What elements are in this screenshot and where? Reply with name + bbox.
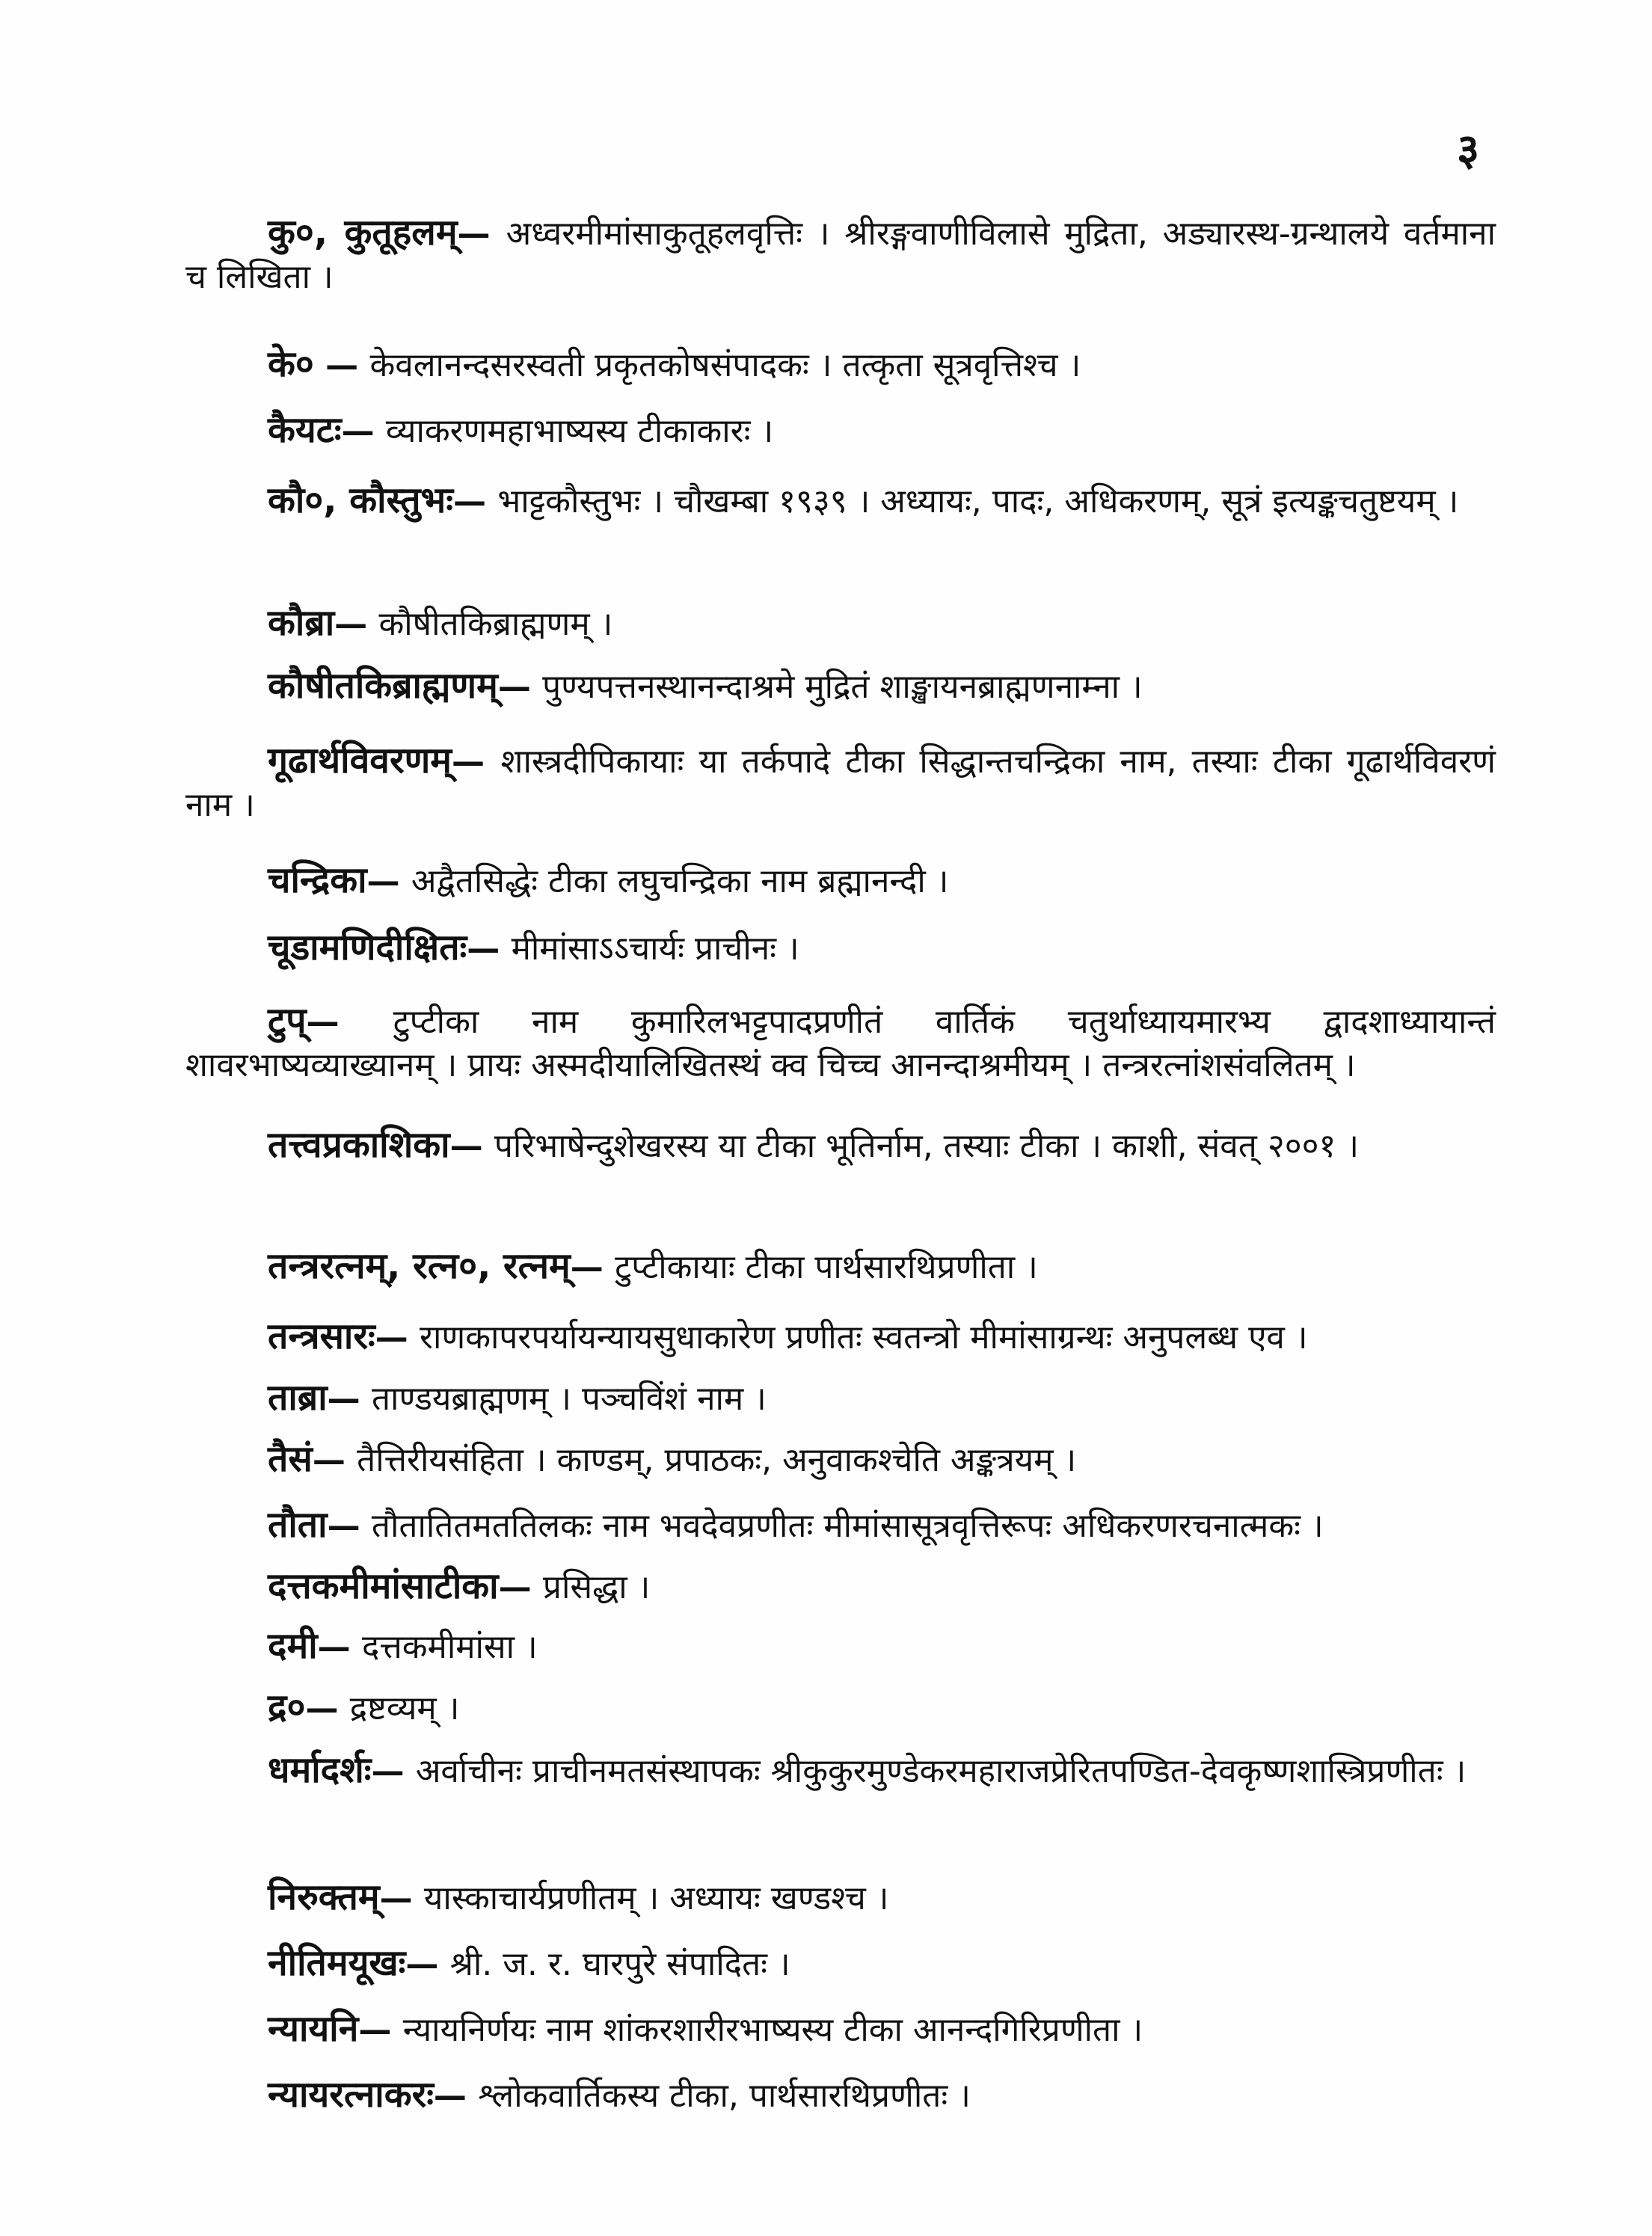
entry-separator: — bbox=[371, 1752, 416, 1790]
entry-term: तन्त्रसारः bbox=[268, 1315, 375, 1357]
entry-separator: — bbox=[312, 1441, 357, 1479]
entry-separator: — bbox=[570, 1248, 615, 1286]
glossary-entry bbox=[185, 664, 1496, 709]
entry-term: तत्त्वप्रकाशिका bbox=[268, 1124, 450, 1166]
entry-separator: — bbox=[306, 1003, 393, 1041]
glossary-entry bbox=[185, 601, 1496, 646]
entry-separator: — bbox=[313, 346, 370, 384]
glossary-entry bbox=[185, 1244, 1496, 1289]
entry-description: द्रष्टव्यम् । bbox=[349, 1689, 460, 1727]
glossary-entry bbox=[185, 1564, 1496, 1609]
entry-description: पुण्यपत्तनस्थानन्दाश्रमे मुद्रितं शाङ्खायनब्राह्मणनाम्ना । bbox=[542, 668, 1143, 706]
entry-term: तैसं bbox=[268, 1438, 313, 1480]
entry-term: निरुक्तम् bbox=[268, 1876, 380, 1918]
entry-term: नीतिमयूखः bbox=[268, 1942, 406, 1984]
entry-separator: — bbox=[317, 1628, 362, 1666]
entry-description: अर्वाचीनः प्राचीनमतसंस्थापकः श्रीकुकुरमुण्डेकरमहाराजप्रेरितपण्डित-देवकृष्णशास्त्रिप्रणीतः । bbox=[415, 1752, 1467, 1790]
glossary-entry bbox=[185, 1437, 1496, 1482]
glossary-entry bbox=[185, 1315, 1496, 1360]
entry-term: के० bbox=[268, 343, 314, 385]
entry-separator: — bbox=[405, 1945, 450, 1983]
entry-separator: — bbox=[452, 482, 498, 520]
glossary-entry bbox=[185, 1941, 1496, 1986]
glossary-entry bbox=[185, 1624, 1496, 1669]
glossary-entry bbox=[185, 1503, 1496, 1548]
entry-term: दमी bbox=[268, 1625, 318, 1667]
entry-term: कौषीतकिब्राह्मणम् bbox=[268, 665, 498, 707]
entry-separator: — bbox=[327, 1380, 372, 1418]
entry-description: प्रसिद्धा । bbox=[542, 1568, 651, 1606]
entry-term: कैयटः bbox=[268, 409, 342, 451]
entry-description: अद्वैतसिद्धेः टीका लघुचन्द्रिका नाम ब्रह्मानन्दी । bbox=[411, 862, 949, 900]
entry-description: दत्तकमीमांसा । bbox=[361, 1628, 538, 1666]
glossary-entry bbox=[185, 211, 1496, 299]
entry-description: कौषीतकिब्राह्मणम् । bbox=[378, 605, 613, 643]
entry-separator: — bbox=[452, 743, 501, 781]
entry-description: मीमांसाऽऽचार्यः प्राचीनः । bbox=[511, 930, 799, 968]
entry-term: तन्त्ररत्नम्, रत्न०, रत्नम् bbox=[268, 1245, 571, 1287]
glossary-entry bbox=[185, 926, 1496, 971]
entry-description: टुप्टीकायाः टीका पार्थसारथिप्रणीता । bbox=[615, 1248, 1038, 1286]
glossary-entry bbox=[185, 1748, 1496, 1793]
page-number: ३ bbox=[1457, 124, 1480, 175]
entry-separator: — bbox=[375, 1318, 420, 1357]
glossary-entry bbox=[185, 739, 1496, 827]
entry-term: कौ०, कौस्तुभः bbox=[268, 479, 453, 521]
entry-description: श्लोकवार्तिकस्य टीका, पार्थसारथिप्रणीतः । bbox=[478, 2077, 971, 2115]
entry-term: टुप् bbox=[268, 1000, 307, 1042]
glossary-entry bbox=[185, 343, 1496, 387]
glossary-entry bbox=[185, 1123, 1496, 1168]
entry-term: द्र० bbox=[268, 1686, 306, 1728]
entry-description: शास्त्रदीपिकायाः या तर्कपादे टीका सिद्धान्तचन्द्रिका नाम, तस्याः टीका गूढार्थविवरणं नाम । bbox=[185, 743, 1496, 824]
entry-term: गूढार्थविवरणम् bbox=[268, 740, 452, 781]
entry-separator: — bbox=[497, 668, 543, 706]
entry-description: तौतातितमततिलकः नाम भवदेवप्रणीतः मीमांसासूत्रवृत्तिरूपः अधिकरणरचनात्मकः । bbox=[371, 1507, 1324, 1545]
glossary-entry bbox=[185, 999, 1496, 1087]
entry-description: व्याकरणमहाभाष्यस्य टीकाकारः । bbox=[385, 412, 774, 450]
entry-term: कु०, कुतूहलम् bbox=[268, 212, 458, 254]
entry-term: तौता bbox=[268, 1504, 328, 1546]
entry-description: न्यायनिर्णयः नाम शांकरशारीरभाष्यस्य टीका आनन्दगिरिप्रणीता । bbox=[402, 2011, 1143, 2049]
glossary-entry bbox=[185, 859, 1496, 903]
glossary-entry bbox=[185, 408, 1496, 453]
entry-separator: — bbox=[305, 1689, 350, 1727]
entry-separator: — bbox=[379, 1879, 424, 1917]
entry-term: चन्द्रिका bbox=[268, 859, 367, 901]
entry-description: ताण्डयब्राह्मणम् । पञ्चविंशं नाम । bbox=[371, 1380, 767, 1418]
entry-separator: — bbox=[366, 862, 411, 900]
glossary-entry bbox=[185, 1876, 1496, 1920]
entry-separator: — bbox=[467, 930, 512, 968]
entry-separator: — bbox=[498, 1568, 543, 1606]
glossary-entry bbox=[185, 479, 1496, 523]
entry-separator: — bbox=[449, 1127, 494, 1165]
glossary-entry bbox=[185, 1686, 1496, 1730]
entry-term: दत्तकमीमांसाटीका bbox=[268, 1565, 499, 1607]
entry-separator: — bbox=[457, 215, 506, 253]
entry-separator: — bbox=[433, 2077, 479, 2115]
entry-description: यास्काचार्यप्रणीतम् । अध्यायः खण्डश्च । bbox=[423, 1879, 889, 1917]
entry-separator: — bbox=[341, 412, 386, 450]
entry-description: परिभाषेन्दुशेखरस्य या टीका भूतिर्नाम, तस्याः टीका । काशी, संवत् २००१ । bbox=[494, 1127, 1360, 1165]
entry-description: श्री. ज. र. घारपुरे संपादितः । bbox=[449, 1945, 790, 1983]
entry-description: भाट्टकौस्तुभः । चौखम्बा १९३९ । अध्यायः, पादः, अधिकरणम्, सूत्रं इत्यङ्कचतुष्टयम् । bbox=[497, 482, 1459, 520]
entry-separator: — bbox=[358, 2011, 403, 2049]
entry-term: न्यायरत्नाकरः bbox=[268, 2074, 434, 2116]
entry-term: चूडामणिदीक्षितः bbox=[268, 927, 467, 968]
entry-description: अध्वरमीमांसाकुतूहलवृत्तिः । श्रीरङ्गवाणीविलासे मुद्रिता, अड्यारस्थ-ग्रन्थालये वर्तमाना च लिखिता । bbox=[185, 215, 1496, 296]
entry-separator: — bbox=[327, 1507, 372, 1545]
entry-term: कौब्रा bbox=[268, 602, 335, 644]
glossary-entry bbox=[185, 1376, 1496, 1421]
entry-term: ताब्रा bbox=[268, 1377, 328, 1419]
entry-description: राणकापरपर्यायन्यायसुधाकारेण प्रणीतः स्वतन्त्रो मीमांसाग्रन्थः अनुपलब्ध एव । bbox=[420, 1318, 1308, 1357]
entry-description: केवलानन्दसरस्वती प्रकृतकोषसंपादकः । तत्कृता सूत्रवृत्तिश्च । bbox=[369, 346, 1081, 384]
entry-description: तैत्तिरीयसंहिता । काण्डम्, प्रपाठकः, अनुवाकश्चेति अङ्कत्रयम् । bbox=[357, 1441, 1077, 1479]
entry-description: टुप्टीका नाम कुमारिलभट्टपादप्रणीतं वार्तिकं चतुर्थाध्यायमारभ्य द्वादशाध्यायान्तं शावरभाष्यव्याख्यानम् । प्रायः अस्मदीयालिखितस्थं क्व चिच्च आनन्दाश्रमीयम् । तन्त्ररत्नांशसंवलितम् । bbox=[185, 1003, 1496, 1084]
entry-term: धर्मादर्शः bbox=[268, 1749, 372, 1791]
entry-separator: — bbox=[334, 605, 379, 643]
glossary-entry bbox=[185, 2073, 1496, 2118]
glossary-entry bbox=[185, 2007, 1496, 2052]
entry-term: न्यायनि bbox=[268, 2008, 359, 2050]
